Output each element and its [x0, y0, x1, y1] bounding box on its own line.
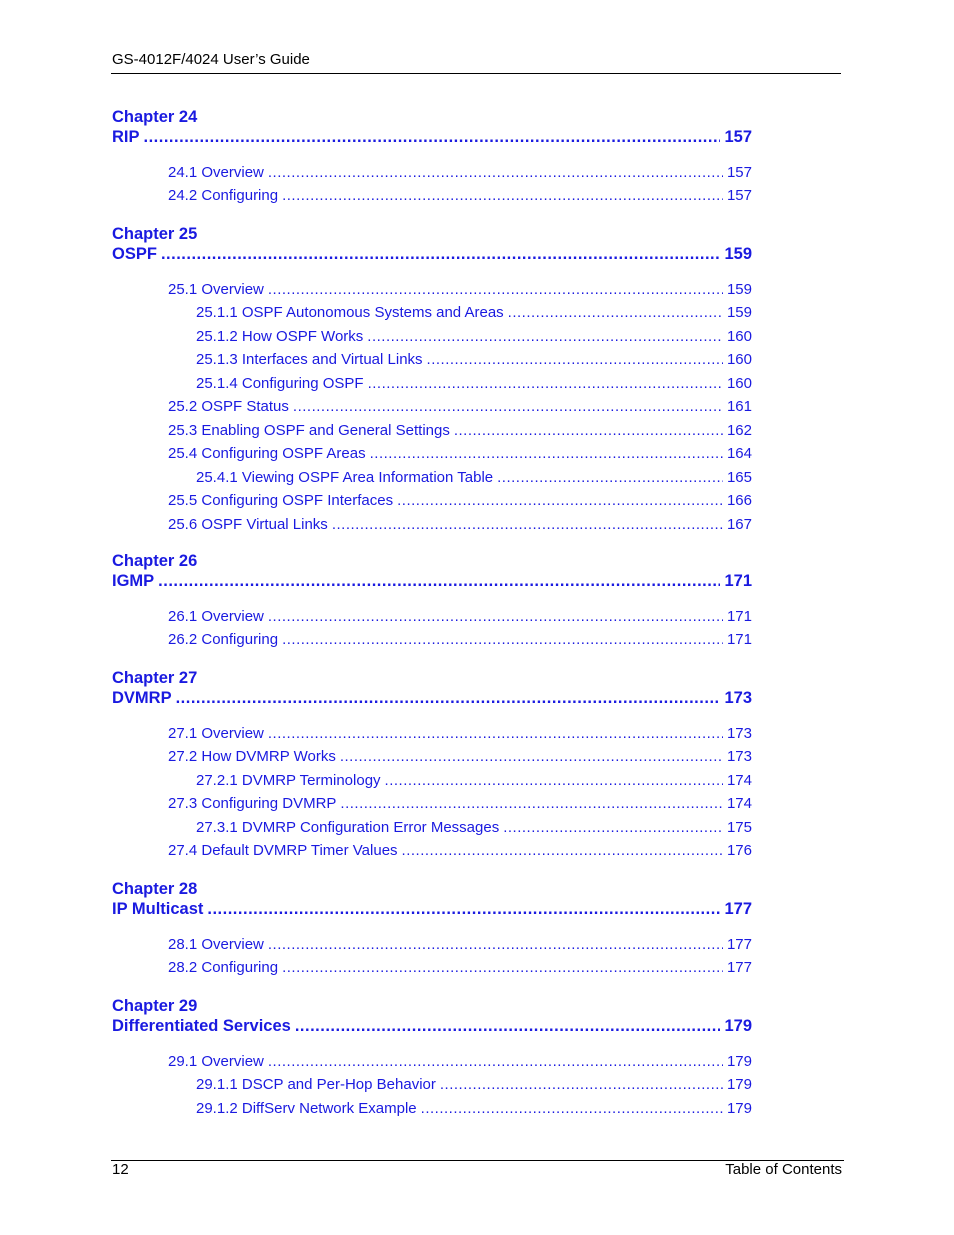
- footer-section-title: Table of Contents: [725, 1161, 842, 1178]
- toc-chapter-link[interactable]: [112, 899, 752, 919]
- dot-leader: [385, 772, 723, 790]
- chapter-title: OSPF: [112, 245, 157, 263]
- toc-entry-link[interactable]: [168, 795, 752, 813]
- chapter-label[interactable]: Chapter 29: [112, 997, 198, 1015]
- entry-title: 28.2 Configuring: [168, 959, 279, 977]
- toc-entry-link[interactable]: [168, 959, 752, 977]
- entry-page-number: 173: [726, 725, 752, 742]
- chapter-label[interactable]: Chapter 28: [112, 880, 198, 898]
- chapter-page-number: 173: [724, 689, 752, 707]
- dot-leader: [340, 795, 723, 813]
- entry-page-number: 171: [726, 631, 752, 649]
- toc-entry-link[interactable]: [196, 351, 752, 369]
- entry-page-number: 161: [726, 398, 752, 416]
- dot-leader: [282, 959, 723, 977]
- dot-leader: [367, 328, 723, 346]
- entry-page-number: 179: [726, 1099, 752, 1117]
- entry-page-number: 157: [726, 164, 752, 181]
- dot-leader: [503, 819, 723, 837]
- entry-page-number: 171: [726, 608, 752, 625]
- toc-entry-link[interactable]: [196, 304, 752, 322]
- chapter-title: Differentiated Services: [112, 1017, 291, 1035]
- chapter-title: IP Multicast: [112, 900, 204, 918]
- entry-title: 24.2 Configuring: [168, 187, 279, 205]
- entry-page-number: 166: [726, 492, 752, 510]
- chapter-label[interactable]: Chapter 26: [112, 552, 198, 570]
- entry-page-number: 179: [726, 1076, 752, 1094]
- entry-title: 25.3 Enabling OSPF and General Settings: [168, 421, 450, 439]
- dot-leader: [268, 281, 723, 299]
- entry-title: 24.1 Overview: [168, 164, 264, 181]
- chapter-page-number: 157: [724, 128, 752, 146]
- dot-leader: [268, 608, 723, 626]
- entry-title: 27.1 Overview: [168, 725, 264, 742]
- toc-chapter-link[interactable]: [112, 244, 752, 264]
- entry-title: 25.6 OSPF Virtual Links: [168, 515, 328, 533]
- entry-title: 27.2.1 DVMRP Terminology: [196, 771, 381, 789]
- toc-entry-link[interactable]: [168, 187, 752, 205]
- toc-entry-link[interactable]: [168, 422, 752, 440]
- dot-leader: [440, 1076, 723, 1094]
- toc-entry-link[interactable]: [196, 1076, 752, 1094]
- dot-leader: [268, 164, 723, 182]
- chapter-page-number: 159: [724, 245, 752, 263]
- entry-page-number: 176: [726, 842, 752, 860]
- entry-page-number: 175: [726, 818, 752, 836]
- entry-page-number: 174: [726, 795, 752, 813]
- entry-title: 27.4 Default DVMRP Timer Values: [168, 842, 398, 860]
- dot-leader: [368, 375, 723, 393]
- entry-title: 25.1.2 How OSPF Works: [196, 327, 364, 345]
- toc-entry-link[interactable]: [168, 164, 752, 182]
- entry-page-number: 160: [726, 374, 752, 392]
- toc-entry-link[interactable]: [168, 725, 752, 743]
- chapter-page-number: 171: [724, 572, 752, 590]
- dot-leader: [176, 688, 721, 708]
- chapter-title: DVMRP: [112, 689, 172, 707]
- chapter-page-number: 177: [724, 900, 752, 918]
- entry-title: 25.1.4 Configuring OSPF: [196, 374, 364, 392]
- dot-leader: [332, 516, 723, 534]
- entry-title: 27.3 Configuring DVMRP: [168, 795, 337, 813]
- entry-title: 25.2 OSPF Status: [168, 398, 289, 416]
- entry-title: 28.1 Overview: [168, 936, 264, 953]
- dot-leader: [207, 899, 720, 919]
- entry-title: 25.1.3 Interfaces and Virtual Links: [196, 351, 423, 369]
- entry-page-number: 167: [726, 515, 752, 533]
- chapter-page-number: 179: [724, 1017, 752, 1035]
- running-header: GS-4012F/4024 User’s Guide: [112, 51, 310, 68]
- chapter-title: IGMP: [112, 572, 155, 590]
- toc-entry-link[interactable]: [168, 748, 752, 766]
- entry-page-number: 164: [726, 445, 752, 463]
- chapter-label[interactable]: Chapter 24: [112, 108, 198, 126]
- dot-leader: [282, 631, 723, 649]
- dot-leader: [370, 445, 723, 463]
- dot-leader: [268, 1053, 723, 1071]
- dot-leader: [268, 936, 723, 954]
- dot-leader: [295, 1016, 721, 1036]
- entry-page-number: 165: [726, 468, 752, 486]
- dot-leader: [454, 422, 723, 440]
- entry-page-number: 173: [726, 748, 752, 766]
- dot-leader: [508, 304, 723, 322]
- entry-title: 29.1 Overview: [168, 1053, 264, 1070]
- toc-chapter-link[interactable]: [112, 571, 752, 591]
- entry-page-number: 160: [726, 327, 752, 345]
- toc-entry-link[interactable]: [168, 1053, 752, 1071]
- toc-entry-link[interactable]: [168, 516, 752, 534]
- toc-entry-link[interactable]: [168, 492, 752, 510]
- toc-entry-link[interactable]: [196, 375, 752, 393]
- toc-chapter-link[interactable]: [112, 127, 752, 147]
- chapter-title: RIP: [112, 128, 140, 146]
- entry-title: 25.4 Configuring OSPF Areas: [168, 445, 366, 463]
- dot-leader: [282, 187, 723, 205]
- dot-leader: [421, 1100, 723, 1118]
- entry-page-number: 157: [726, 187, 752, 205]
- entry-title: 26.1 Overview: [168, 608, 264, 625]
- dot-leader: [340, 748, 723, 766]
- entry-title: 25.1 Overview: [168, 281, 264, 298]
- toc-chapter-link[interactable]: [112, 1016, 752, 1036]
- toc-entry-link[interactable]: [168, 842, 752, 860]
- toc-entry-link[interactable]: [168, 936, 752, 954]
- toc-entry-link[interactable]: [168, 445, 752, 463]
- entry-title: 27.3.1 DVMRP Configuration Error Messages: [196, 818, 500, 836]
- toc-entry-link[interactable]: [196, 819, 752, 837]
- toc-chapter-link[interactable]: [112, 688, 752, 708]
- toc-entry-link[interactable]: [168, 631, 752, 649]
- dot-leader: [427, 351, 723, 369]
- dot-leader: [397, 492, 723, 510]
- entry-page-number: 179: [726, 1053, 752, 1070]
- toc-entry-link[interactable]: [168, 608, 752, 626]
- entry-page-number: 174: [726, 771, 752, 789]
- page-number: 12: [112, 1161, 129, 1178]
- entry-title: 25.5 Configuring OSPF Interfaces: [168, 492, 394, 510]
- dot-leader: [144, 127, 721, 147]
- toc-entry-link[interactable]: [168, 398, 752, 416]
- toc-entry-link[interactable]: [196, 1100, 752, 1118]
- entry-page-number: 159: [726, 281, 752, 298]
- entry-title: 25.4.1 Viewing OSPF Area Information Table: [196, 468, 494, 486]
- entry-title: 26.2 Configuring: [168, 631, 279, 649]
- entry-page-number: 160: [726, 351, 752, 369]
- entry-title: 29.1.2 DiffServ Network Example: [196, 1099, 417, 1117]
- toc-entry-link[interactable]: [196, 772, 752, 790]
- entry-page-number: 159: [726, 304, 752, 322]
- dot-leader: [158, 571, 720, 591]
- chapter-label[interactable]: Chapter 25: [112, 225, 198, 243]
- dot-leader: [268, 725, 723, 743]
- entry-title: 27.2 How DVMRP Works: [168, 748, 336, 766]
- toc-entry-link[interactable]: [168, 281, 752, 299]
- entry-title: 25.1.1 OSPF Autonomous Systems and Areas: [196, 304, 504, 322]
- toc-entry-link[interactable]: [196, 328, 752, 346]
- entry-page-number: 177: [726, 936, 752, 953]
- dot-leader: [497, 469, 723, 487]
- chapter-label[interactable]: Chapter 27: [112, 669, 198, 687]
- dot-leader: [161, 244, 721, 264]
- entry-page-number: 162: [726, 421, 752, 439]
- dot-leader: [402, 842, 723, 860]
- entry-page-number: 177: [726, 959, 752, 977]
- entry-title: 29.1.1 DSCP and Per-Hop Behavior: [196, 1076, 436, 1094]
- dot-leader: [293, 398, 723, 416]
- toc-entry-link[interactable]: [196, 469, 752, 487]
